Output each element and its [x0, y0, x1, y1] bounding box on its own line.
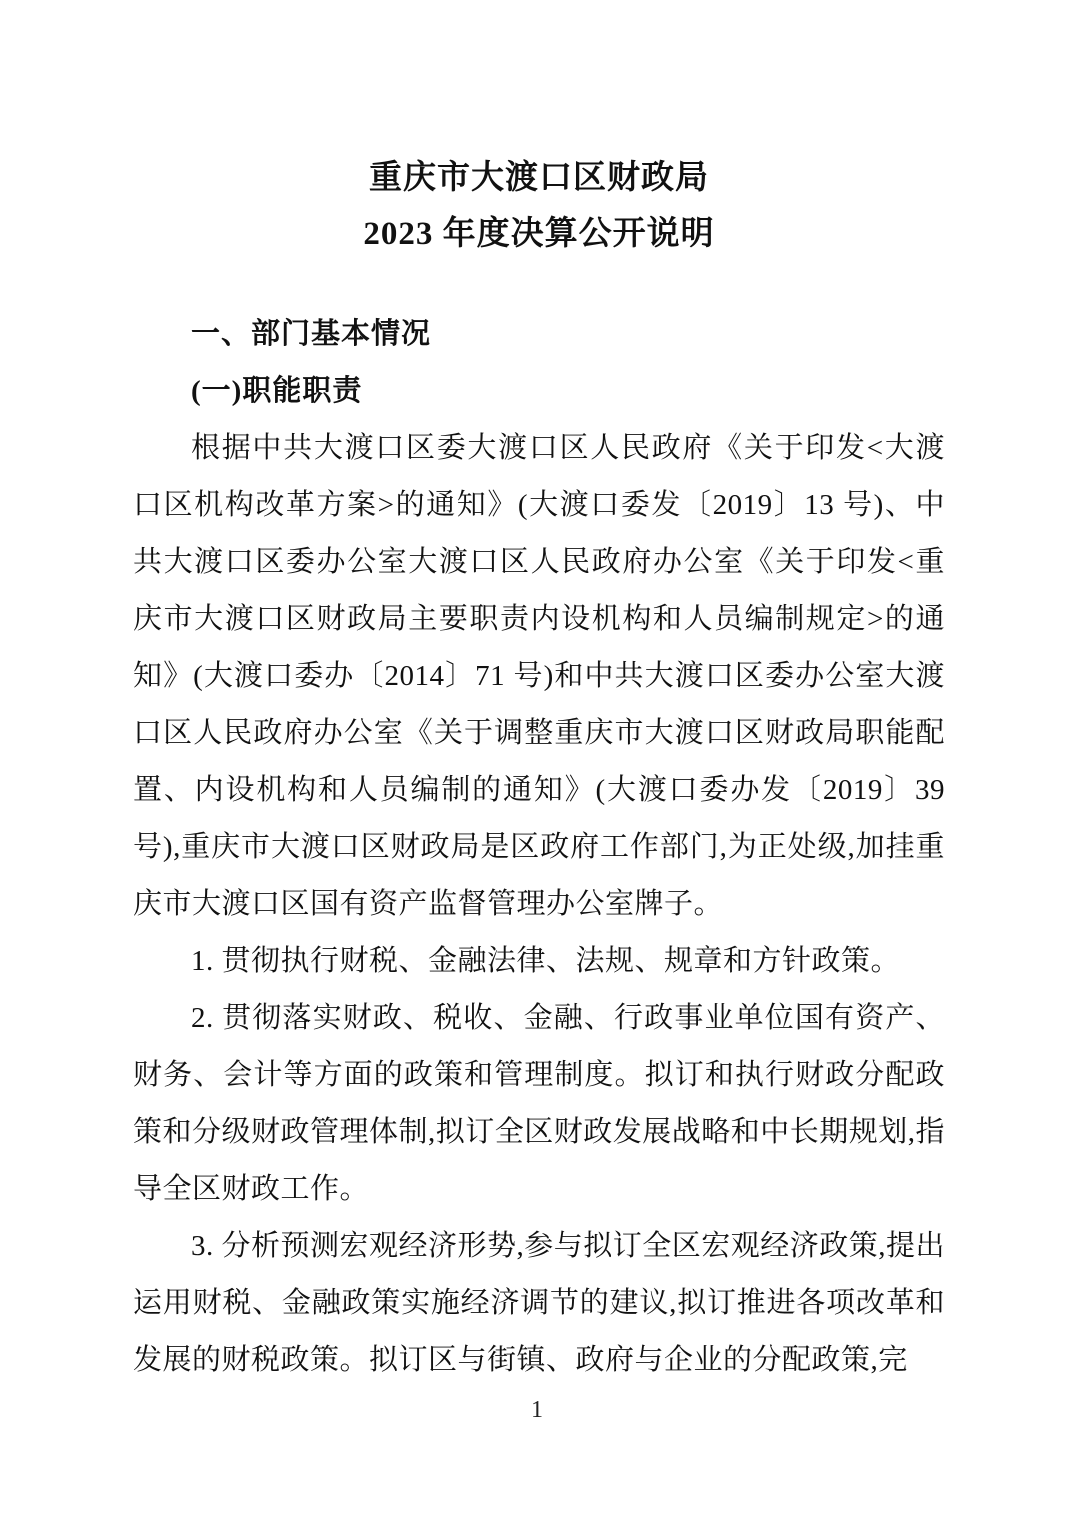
section-heading: 一、部门基本情况	[191, 318, 432, 350]
document-title-line1: 重庆市大渡口区财政局	[369, 160, 709, 196]
subsection-heading: (一)职能职责	[191, 375, 363, 407]
document-title-line2: 2023 年度决算公开说明	[363, 216, 715, 252]
page-number: 1	[531, 1397, 543, 1423]
paragraph: 根据中共大渡口区委大渡口区人民政府《关于印发<大渡口区机构改革方案>的通知》(大渡口委发〔2019〕13 号)、中共大渡口区委办公室大渡口区人民政府办公室《关于印发<重庆市大渡口区财政局主要职责内设机构和人员编制规定>的通知》(大渡口委办〔2014〕71 号)和中共大渡口区委办公室大渡口区人民政府办公室《关于调整重庆市大渡口区财政局职能配置、内设机构和人员编制的通知》(大渡口委办发〔2019〕39 号),重庆市大渡口区财政局是区政府工作部门,为正处级,加挂重庆市大渡口区国有资产监督管理办公室牌子。	[133, 432, 945, 920]
body-paragraphs	[133, 420, 945, 1389]
paragraph: 3. 分析预测宏观经济形势,参与拟订全区宏观经济政策,提出运用财税、金融政策实施经济调节的建议,拟订推进各项改革和发展的财税政策。拟订区与街镇、政府与企业的分配政策,完	[133, 1230, 946, 1376]
paragraph: 1. 贯彻执行财税、金融法律、法规、规章和方针政策。	[191, 945, 901, 977]
paragraph: 2. 贯彻落实财政、税收、金融、行政事业单位国有资产、财务、会计等方面的政策和管理制度。拟订和执行财政分配政策和分级财政管理体制,拟订全区财政发展战略和中长期规划,指导全区财政工作。	[133, 1002, 946, 1205]
